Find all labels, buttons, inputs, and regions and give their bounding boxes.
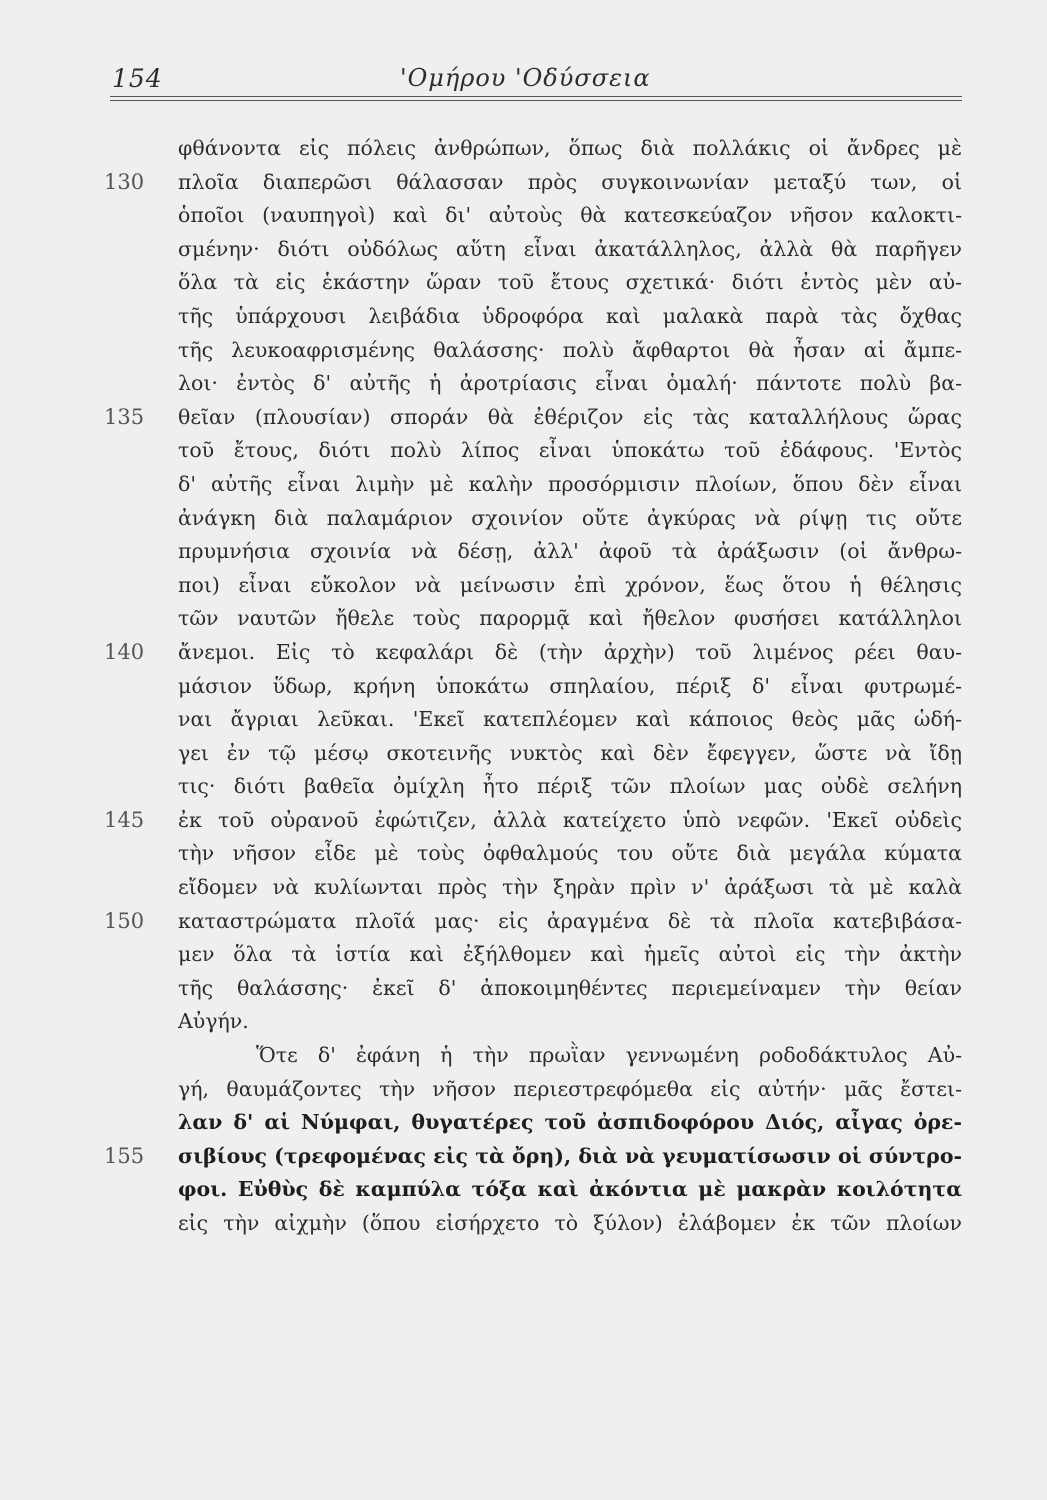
text-line xyxy=(0,905,1047,939)
line-number: 150 xyxy=(104,908,145,933)
line-text: μεν ὅλα τὰ ἱστία καὶ ἐξήλθομεν καὶ ἡμεῖς αὐτοὶ εἰς τὴν ἀκτὴν xyxy=(178,942,962,967)
text-line xyxy=(0,401,1047,435)
text-line xyxy=(0,569,1047,603)
text-line xyxy=(0,334,1047,368)
line-text: τῶν ναυτῶν ἤθελε τοὺς παρορμᾷ καὶ ἤθελον φυσήσει κατάλληλοι xyxy=(178,606,962,631)
line-text: Αὐγήν. xyxy=(178,1009,249,1034)
text-line xyxy=(0,1039,1047,1073)
line-text: τῆς λευκοαφρισμένης θαλάσσης· πολὺ ἄφθαρτοι θὰ ἦσαν αἱ ἄμπε- xyxy=(178,337,962,362)
line-number: 140 xyxy=(104,639,145,664)
line-text: σμένην· διότι οὐδόλως αὕτη εἶναι ἀκατάλληλος, ἀλλὰ θὰ παρῆγεν xyxy=(178,236,962,261)
text-line xyxy=(0,434,1047,468)
line-number: 130 xyxy=(104,169,145,194)
text-line xyxy=(0,871,1047,905)
line-text: τοῦ ἔτους, διότι πολὺ λίπος εἶναι ὑποκάτω τοῦ ἐδάφους. 'Εντὸς xyxy=(178,438,962,463)
text-line xyxy=(0,737,1047,771)
header-rule xyxy=(110,96,962,97)
text-line xyxy=(0,468,1047,502)
header-rule xyxy=(110,100,962,101)
text-line xyxy=(0,1005,1047,1039)
line-text: τὴν νῆσον εἶδε μὲ τοὺς ὀφθαλμούς του οὔτε διὰ μεγάλα κύματα xyxy=(178,841,962,866)
line-text: γει ἐν τῷ μέσῳ σκοτεινῆς νυκτὸς καὶ δὲν ἔφεγγεν, ὥστε νὰ ἴδῃ xyxy=(178,740,962,765)
line-number: 135 xyxy=(104,404,145,429)
text-line xyxy=(0,1073,1047,1107)
line-text: ἀνάγκη διὰ παλαμάριον σχοινίον οὔτε ἀγκύρας νὰ ρίψῃ τις οὔτε xyxy=(178,505,962,530)
text-line xyxy=(0,233,1047,267)
text-line xyxy=(0,602,1047,636)
line-text: λαν δ' αἱ Νύμφαι, θυγατέρες τοῦ ἀσπιδοφόρου Διός, αἶγας ὀρε- xyxy=(178,1110,962,1135)
line-number: 155 xyxy=(104,1143,145,1168)
line-text: εἰς τὴν αἰχμὴν (ὅπου εἰσήρχετο τὸ ξύλον) ἐλάβομεν ἐκ τῶν πλοίων xyxy=(178,1211,962,1235)
text-line xyxy=(0,300,1047,334)
text-line xyxy=(0,670,1047,704)
text-line xyxy=(0,1207,1047,1241)
text-line xyxy=(0,1106,1047,1140)
line-text: γή, θαυμάζοντες τὴν νῆσον περιεστρεφόμεθα εἰς αὐτήν· μᾶς ἔστει- xyxy=(178,1076,962,1101)
line-text: Ὅτε δ' ἐφάνη ἡ τὴν πρωῒαν γεννωμένη ροδοδάκτυλος Αὐ- xyxy=(256,1043,962,1068)
line-text: ὁποῖοι (ναυπηγοὶ) καὶ δι' αὐτοὺς θὰ κατεσκεύαζον νῆσον καλοκτι- xyxy=(178,203,962,228)
line-text: φοι. Εὐθὺς δὲ καμπύλα τόξα καὶ ἀκόντια μὲ μακρὰν κοιλότητα xyxy=(178,1177,962,1202)
line-text: λοι· ἐντὸς δ' αὐτῆς ἡ ἀροτρίασις εἶναι ὁμαλή· πάντοτε πολὺ βα- xyxy=(178,371,962,396)
line-text: τις· διότι βαθεῖα ὀμίχλη ἦτο πέριξ τῶν πλοίων μας οὐδὲ σελήνη xyxy=(178,774,962,799)
line-text: ἄνεμοι. Εἰς τὸ κεφαλάρι δὲ (τὴν ἀρχὴν) τοῦ λιμένος ρέει θαυ- xyxy=(178,639,962,664)
line-text: πλοῖα διαπερῶσι θάλασσαν πρὸς συγκοινωνίαν μεταξύ των, οἱ xyxy=(178,169,962,194)
text-line xyxy=(0,1173,1047,1207)
page-header xyxy=(0,62,1047,102)
text-line xyxy=(0,636,1047,670)
text-line xyxy=(0,938,1047,972)
text-line xyxy=(0,1140,1047,1174)
running-title: 'Ομήρου 'Οδύσσεια xyxy=(400,64,651,92)
line-text: ὅλα τὰ εἰς ἑκάστην ὥραν τοῦ ἔτους σχετικά· διότι ἐντὸς μὲν αὐ- xyxy=(178,270,962,295)
text-line xyxy=(0,199,1047,233)
text-line xyxy=(0,535,1047,569)
line-text: εἴδομεν νὰ κυλίωνται πρὸς τὴν ξηρὰν πρὶν ν' ἀράξωσι τὰ μὲ καλὰ xyxy=(178,875,962,900)
line-text: ἐκ τοῦ οὐρανοῦ ἐφώτιζεν, ἀλλὰ κατείχετο ὑπὸ νεφῶν. 'Εκεῖ οὐδεὶς xyxy=(178,807,962,832)
line-number: 145 xyxy=(104,807,145,832)
line-text: σιβίους (τρεφομένας εἰς τὰ ὄρη), διὰ νὰ γευματίσωσιν οἱ σύντρο- xyxy=(178,1143,962,1168)
text-line xyxy=(0,703,1047,737)
text-body xyxy=(0,132,1047,1241)
line-text: ναι ἄγριαι λεῦκαι. 'Εκεῖ κατεπλέομεν καὶ κάποιος θεὸς μᾶς ὡδή- xyxy=(178,707,962,732)
line-text: δ' αὐτῆς εἶναι λιμὴν μὲ καλὴν προσόρμισιν πλοίων, ὅπου δὲν εἶναι xyxy=(178,471,962,496)
line-text: μάσιον ὕδωρ, κρήνη ὑποκάτω σπηλαίου, πέριξ δ' εἶναι φυτρωμέ- xyxy=(178,673,962,698)
text-line xyxy=(0,972,1047,1006)
line-text: τῆς ὑπάρχουσι λειβάδια ὑδροφόρα καὶ μαλακὰ παρὰ τὰς ὄχθας xyxy=(178,303,962,328)
page-number: 154 xyxy=(112,64,163,93)
text-line xyxy=(0,770,1047,804)
line-text: καταστρώματα πλοῖά μας· εἰς ἀραγμένα δὲ τὰ πλοῖα κατεβιβάσα- xyxy=(178,908,962,933)
line-text: φθάνοντα εἰς πόλεις ἀνθρώπων, ὅπως διὰ πολλάκις οἱ ἄνδρες μὲ xyxy=(178,136,962,160)
line-text: θεῖαν (πλουσίαν) σποράν θὰ ἐθέριζον εἰς τὰς καταλλήλους ὥρας xyxy=(178,404,962,429)
line-text: πρυμνήσια σχοινία νὰ δέσῃ, ἀλλ' ἀφοῦ τὰ ἀράξωσιν (οἱ ἄνθρω- xyxy=(178,539,962,564)
text-line xyxy=(0,166,1047,200)
line-text: τῆς θαλάσσης· ἐκεῖ δ' ἀποκοιμηθέντες περιεμείναμεν τὴν θείαν xyxy=(178,975,962,1000)
text-line xyxy=(0,266,1047,300)
text-line xyxy=(0,132,1047,166)
text-line xyxy=(0,502,1047,536)
text-line xyxy=(0,804,1047,838)
text-line xyxy=(0,367,1047,401)
line-text: ποι) εἶναι εὔκολον νὰ μείνωσιν ἐπὶ χρόνον, ἕως ὅτου ἡ θέλησις xyxy=(178,572,962,597)
text-line xyxy=(0,837,1047,871)
